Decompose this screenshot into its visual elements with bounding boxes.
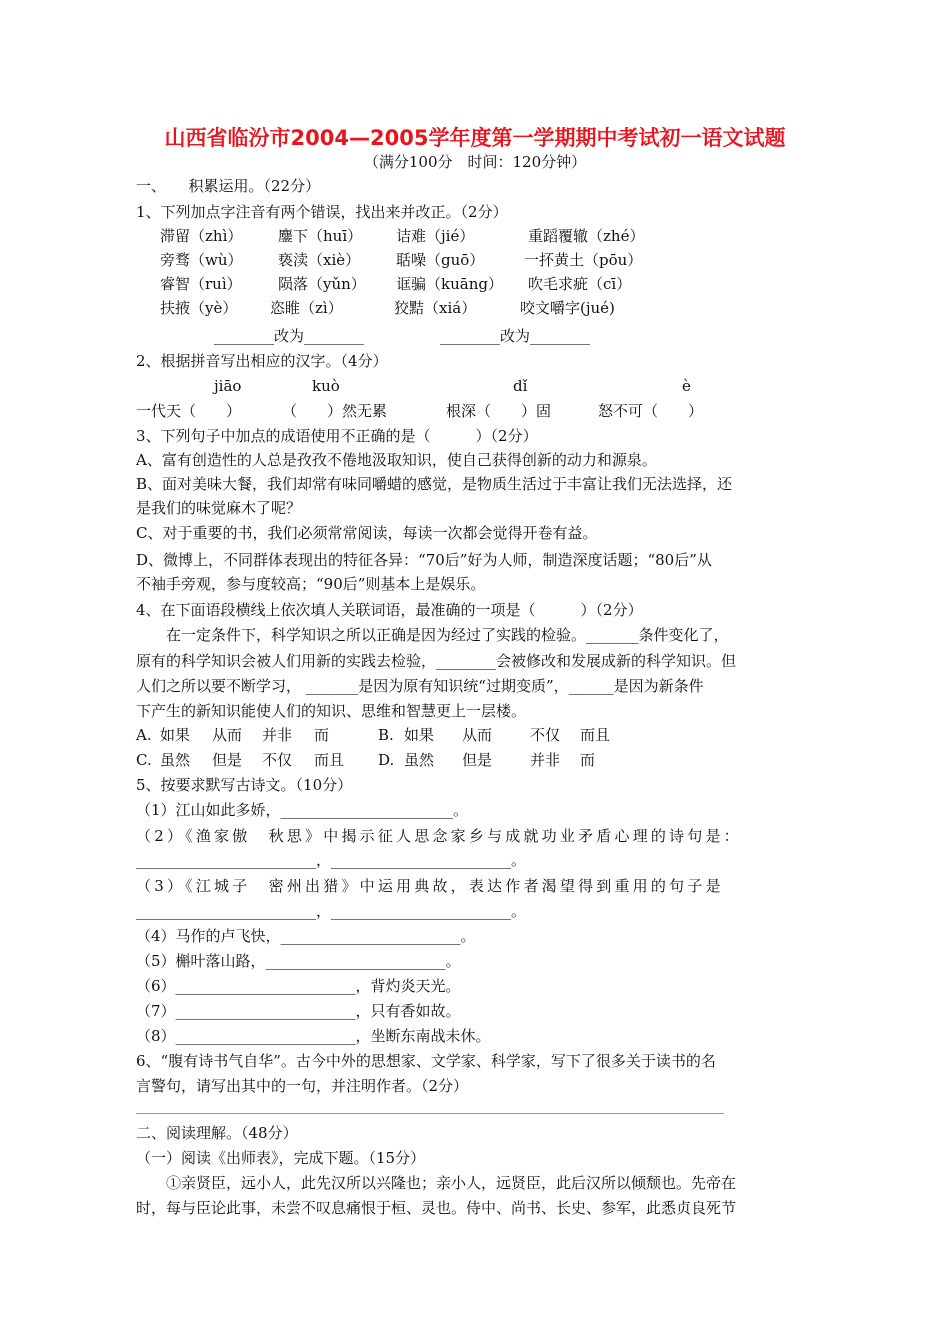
- q3-option-c: C、对于重要的书，我们必须常常阅读，每读一次都会觉得开卷有益。: [136, 524, 598, 542]
- q1-item: 诘难（jié）: [396, 227, 475, 245]
- q1-item: 滞留（zhì）: [160, 227, 243, 245]
- q1-item: 旁骛（wù）: [160, 251, 243, 269]
- q2-pinyin: è: [682, 377, 691, 395]
- q1-item: 亵渎（xiè）: [278, 251, 361, 269]
- question-2-stem: 2、根据拼音写出相应的汉字。（4分）: [136, 352, 388, 370]
- q4-option-letter: C.: [136, 751, 152, 769]
- q1-item: 扶掖（yè）: [160, 299, 238, 317]
- q3-option-b-cont: 是我们的味觉麻木了呢？: [136, 499, 302, 517]
- q3-option-a: A、富有创造性的人总是孜孜不倦地汲取知识，使自己获得创新的动力和源泉。: [136, 451, 657, 469]
- q4-option-word: 如果: [404, 726, 435, 744]
- q1-row-2: [136, 250, 818, 270]
- q4-option-word: 虽然: [160, 751, 191, 769]
- q1-item: 重蹈覆辙（zhé）: [528, 227, 645, 245]
- q4-option-word: 但是: [462, 751, 493, 769]
- q1-answer-row: [136, 326, 818, 346]
- q1-item: 咬文嚼字(jué): [520, 299, 615, 317]
- q4-option-word: 如果: [160, 726, 191, 744]
- q2-pinyin-row: [136, 376, 818, 396]
- question-5-stem: 5、按要求默写古诗文。（10分）: [136, 776, 353, 794]
- q1-row-4: [136, 298, 818, 318]
- q1-item: 诓骗（kuāng）: [396, 275, 503, 293]
- q1-answer-blank: ________改为________: [440, 327, 591, 345]
- q4-option-word: 而: [580, 751, 596, 769]
- q2-items-row: [136, 401, 818, 421]
- q4-options-row-1: [136, 725, 818, 745]
- q4-option-word: 并非: [530, 751, 561, 769]
- q4-passage: 原有的科学知识会被人们用新的实践去检验，________会被修改和发展成新的科学知识。但: [136, 652, 737, 670]
- q1-row-1: [136, 226, 818, 246]
- q4-passage: 下产生的新知识能使人们的知识、思维和智慧更上一层楼。: [136, 702, 527, 720]
- q4-option-word: 而且: [314, 751, 345, 769]
- q5-line: ________________________，________________________。: [136, 851, 527, 869]
- q1-answer-blank: ________改为________: [214, 327, 365, 345]
- question-6-stem-cont: 言警句，请写出其中的一句，并注明作者。（2分）: [136, 1077, 469, 1095]
- q1-item: 陨落（yǔn）: [278, 275, 366, 293]
- q5-line: （3）《江城子 密州出猎》中运用典故，表达作者渴望得到重用的句子是: [136, 877, 724, 895]
- q2-item: 怒不可（ ）: [598, 402, 704, 420]
- q4-option-word: 而: [314, 726, 330, 744]
- section-heading-2: 二、阅读理解。（48分）: [136, 1124, 298, 1142]
- q5-line: （7）________________________，只有香如故。: [136, 1002, 461, 1020]
- q4-option-word: 从而: [462, 726, 493, 744]
- section-heading-1: 一、 积累运用。（22分）: [136, 177, 321, 195]
- q4-option-word: 但是: [212, 751, 243, 769]
- q5-line: （1）江山如此多娇，_______________________。: [136, 801, 469, 819]
- q4-option-word: 虽然: [404, 751, 435, 769]
- reading-passage: ①亲贤臣，远小人，此先汉所以兴隆也；亲小人，远贤臣，此后汉所以倾颓也。先帝在: [136, 1174, 737, 1192]
- q5-line: （8）________________________，坐断东南战未休。: [136, 1027, 491, 1045]
- q4-option-letter: A.: [136, 726, 152, 744]
- page-title: 山西省临汾市2004—2005学年度第一学期期中考试初一语文试题: [164, 126, 786, 150]
- reading-passage: 时，每与臣论此事，未尝不叹息痛恨于桓、灵也。侍中、尚书、长史、参军，此悉贞良死节: [136, 1199, 737, 1217]
- q4-options-row-2: [136, 750, 818, 770]
- question-6-stem: 6、“腹有诗书气自华”。古今中外的思想家、文学家、科学家，写下了很多关于读书的名: [136, 1052, 716, 1070]
- q4-option-word: 不仅: [530, 726, 561, 744]
- q4-option-word: 不仅: [262, 751, 293, 769]
- q1-item: 睿智（ruì）: [160, 275, 242, 293]
- question-1-stem: 1、下列加点字注音有两个错误，找出来并改正。（2分）: [136, 203, 508, 221]
- q1-item: 鏖下（huī）: [278, 227, 363, 245]
- question-4-stem: 4、在下面语段横线上依次填人关联词语，最准确的一项是（ ）（2分）: [136, 601, 643, 619]
- answer-rule-line: [136, 1113, 724, 1114]
- q1-item: 狡黠（xiá）: [394, 299, 477, 317]
- page-subtitle: （满分100分 时间：120分钟）: [363, 153, 587, 171]
- q1-item: 恣睢（zì）: [270, 299, 343, 317]
- q2-item: （ ）然无累: [282, 402, 388, 420]
- q5-line: （4）马作的卢飞快，________________________。: [136, 927, 476, 945]
- q3-option-d-cont: 不袖手旁观，参与度较高；“90后”则基本上是娱乐。: [136, 575, 486, 593]
- q3-option-b: B、面对美味大餐，我们却常有味同嚼蜡的感觉，是物质生活过于丰富让我们无法选择，还: [136, 475, 733, 493]
- q1-item: 一抔黄土（pōu）: [524, 251, 643, 269]
- q2-pinyin: dǐ: [513, 377, 528, 395]
- q1-row-3: [136, 274, 818, 294]
- q3-option-d: D、微博上，不同群体表现出的特征各异：“70后”好为人师，制造深度话题；“80后”从: [136, 551, 712, 569]
- q4-option-word: 从而: [212, 726, 243, 744]
- q2-item: 根深（ ）固: [446, 402, 552, 420]
- q5-line: （2）《渔家傲 秋思》中揭示征人思念家乡与成就功业矛盾心理的诗句是：: [136, 827, 742, 845]
- q5-line: （6）________________________，背灼炎天光。: [136, 977, 461, 995]
- reading-heading: （一）阅读《出师表》，完成下题。（15分）: [136, 1149, 426, 1167]
- q4-option-letter: B.: [378, 726, 394, 744]
- q4-option-letter: D.: [378, 751, 395, 769]
- q2-pinyin: jiāo: [214, 377, 242, 395]
- q5-line: ________________________，________________________。: [136, 902, 527, 920]
- q4-option-word: 并非: [262, 726, 293, 744]
- q5-line: （5）槲叶落山路，________________________。: [136, 952, 461, 970]
- q1-item: 吹毛求疵（cī）: [528, 275, 632, 293]
- q1-item: 聒噪（guō）: [396, 251, 485, 269]
- q4-option-word: 而且: [580, 726, 611, 744]
- q2-pinyin: kuò: [312, 377, 340, 395]
- question-3-stem: 3、下列句子中加点的成语使用不正确的是（ ）（2分）: [136, 427, 538, 445]
- q2-item: 一代天（ ）: [136, 402, 242, 420]
- q4-passage: 在一定条件下，科学知识之所以正确是因为经过了实践的检验。_______条件变化了，: [136, 626, 729, 644]
- q4-passage: 人们之所以要不断学习， _______是因为原有知识统“过期变质”，______是因为新条件: [136, 677, 704, 695]
